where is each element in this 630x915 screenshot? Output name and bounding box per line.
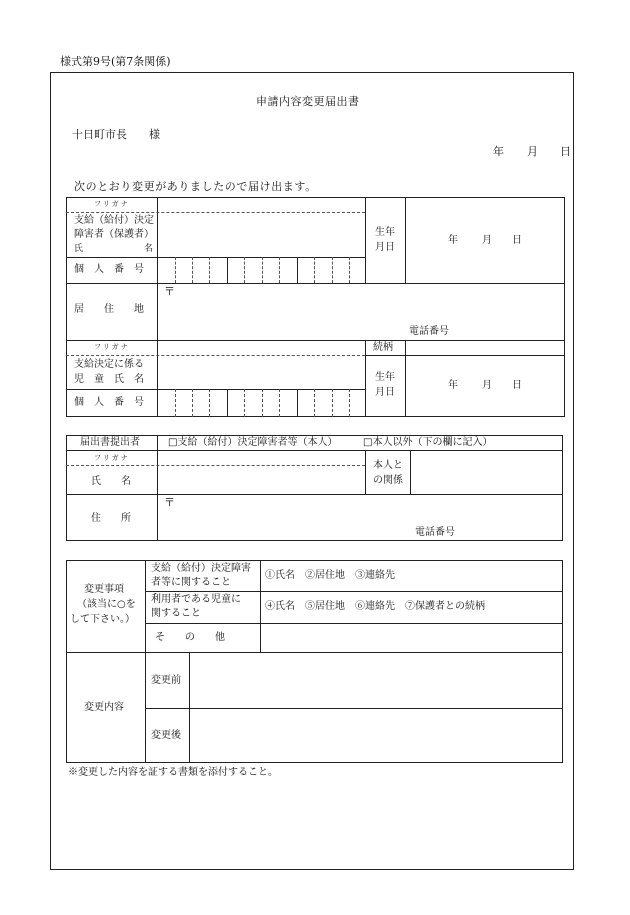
child-label: 支給決定に係る bbox=[74, 359, 144, 370]
submitter-address-label: 住 所 bbox=[91, 513, 131, 524]
birth-label-2: 月日 bbox=[375, 242, 395, 253]
child-my-number-label: 個 人 番 号 bbox=[74, 397, 144, 408]
name-label-right: 名 bbox=[144, 244, 154, 254]
birth-year: 年 bbox=[448, 235, 458, 246]
birth-day: 日 bbox=[512, 235, 522, 246]
row1-options[interactable]: ①氏名 ②居住地 ③連絡先 bbox=[265, 570, 395, 581]
child-label-2: 児 童 氏 名 bbox=[74, 374, 144, 385]
birth-month: 月 bbox=[482, 235, 492, 246]
row2-label: 利用者である児童に bbox=[151, 594, 241, 605]
addressee: 十日町市長 様 bbox=[72, 128, 160, 141]
row1-label-2: 者等に関すること bbox=[151, 577, 231, 588]
change-content-label: 変更内容 bbox=[84, 702, 124, 713]
change-items-label-2: （該当に○を bbox=[77, 599, 136, 610]
form-title: 申請内容変更届出書 bbox=[256, 95, 360, 108]
submitter-furigana-label: フリガナ bbox=[94, 454, 130, 462]
submitter-phone-label: 電話番号 bbox=[415, 527, 455, 538]
child-birth-label: 生年 bbox=[375, 372, 395, 383]
before-label: 変更前 bbox=[151, 675, 181, 686]
child-birth-label-2: 月日 bbox=[375, 387, 395, 398]
attachment-note: ※変更した内容を証する書類を添付すること。 bbox=[68, 767, 278, 778]
header-date-day: 日 bbox=[560, 145, 571, 158]
submitter-name-label: 氏 名 bbox=[91, 476, 131, 487]
row1-label: 支給（給付）決定障害 bbox=[151, 563, 251, 574]
header-date-month: 月 bbox=[527, 145, 538, 158]
relation-to-self-label: 本人と bbox=[373, 460, 403, 471]
relation-to-self-label-2: の関係 bbox=[373, 475, 403, 486]
option-other-checkbox[interactable]: □本人以外（下の欄に記入） bbox=[363, 437, 493, 448]
intro-text: 次のとおり変更がありましたので届け出ます。 bbox=[74, 180, 317, 193]
row2-options[interactable]: ④氏名 ⑤居住地 ⑥連絡先 ⑦保護者との続柄 bbox=[265, 601, 485, 612]
birth-label: 生年 bbox=[375, 227, 395, 238]
furigana-label: フリガナ bbox=[94, 200, 130, 208]
header-date-year: 年 bbox=[493, 145, 504, 158]
after-label: 変更後 bbox=[151, 730, 181, 741]
change-items-label-3: して下さい。） bbox=[70, 614, 135, 625]
child-birth-day: 日 bbox=[512, 380, 522, 391]
submitter-postal-mark: 〒 bbox=[164, 496, 175, 509]
form-number: 様式第9号(第7条関係) bbox=[60, 55, 171, 68]
option-self-checkbox[interactable]: □支給（給付）決定障害者等（本人） bbox=[168, 437, 338, 448]
recipient-label-2: 障害者（保護者） bbox=[74, 229, 154, 240]
child-furigana-label: フリガナ bbox=[94, 343, 130, 351]
row2-label-2: 関すること bbox=[151, 608, 201, 619]
phone-label: 電話番号 bbox=[409, 326, 449, 337]
change-items-label: 変更事項 bbox=[84, 584, 124, 595]
postal-mark: 〒 bbox=[164, 285, 175, 298]
address-label: 居 住 地 bbox=[74, 304, 144, 315]
relation-label: 続柄 bbox=[373, 342, 393, 353]
recipient-label: 支給（給付）決定 bbox=[74, 215, 154, 226]
submitter-label: 届出書提出者 bbox=[80, 437, 140, 448]
row3-label: そ の 他 bbox=[155, 632, 225, 643]
name-label-left: 氏 bbox=[74, 244, 84, 254]
child-birth-year: 年 bbox=[448, 380, 458, 391]
my-number-label: 個 人 番 号 bbox=[74, 264, 144, 275]
child-birth-month: 月 bbox=[482, 380, 492, 391]
